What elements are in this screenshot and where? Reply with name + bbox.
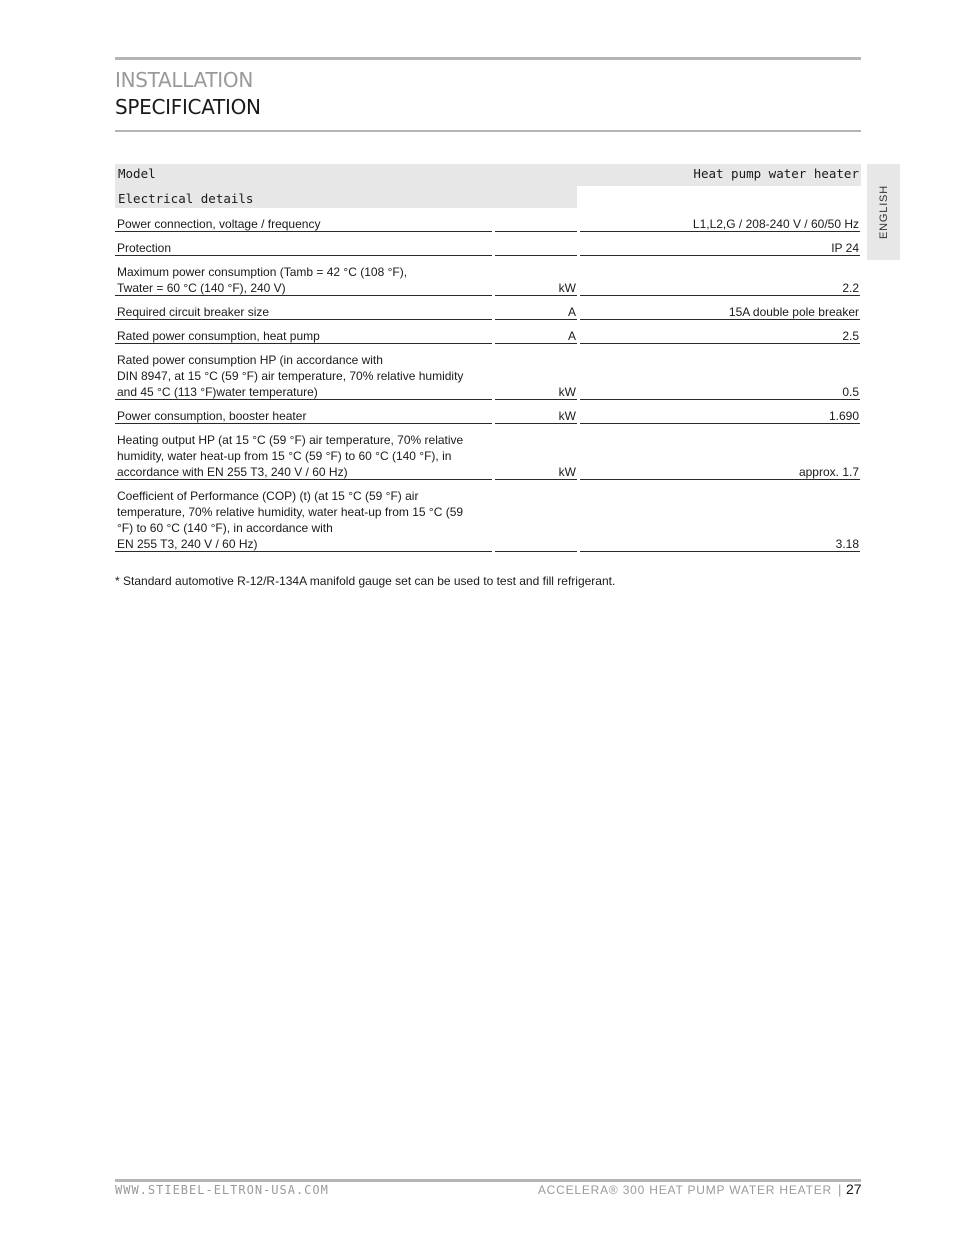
row-rule-label xyxy=(115,295,492,296)
row-value: 2.2 xyxy=(842,281,859,295)
row-label-line: Rated power consumption, heat pump xyxy=(117,329,320,343)
row-label-line: Coefficient of Performance (COP) (t) (at 15 °C (59 °F) air xyxy=(117,489,419,503)
row-rule-value xyxy=(580,551,860,552)
model-value: Heat pump water heater xyxy=(693,166,859,181)
row-rule-label xyxy=(115,479,492,480)
row-rule-value xyxy=(580,231,860,232)
footer-url[interactable]: WWW.STIEBEL-ELTRON-USA.COM xyxy=(115,1183,329,1197)
row-label-line: and 45 °C (113 °F)water temperature) xyxy=(117,385,318,399)
row-label-line: Heating output HP (at 15 °C (59 °F) air temperature, 70% relative xyxy=(117,433,464,447)
footer-separator: | xyxy=(838,1182,842,1197)
row-label-line: temperature, 70% relative humidity, water heat-up from 15 °C (59 xyxy=(117,505,464,519)
row-label-line: EN 255 T3, 240 V / 60 Hz) xyxy=(117,537,258,551)
row-unit: kW xyxy=(558,281,576,295)
row-label-line: Required circuit breaker size xyxy=(117,305,270,319)
row-label-line: Power connection, voltage / frequency xyxy=(117,217,321,231)
row-value: 3.18 xyxy=(835,537,859,551)
row-label-line: DIN 8947, at 15 °C (59 °F) air temperature, 70% relative humidity xyxy=(117,369,464,383)
row-rule-label xyxy=(115,255,492,256)
row-rule-unit xyxy=(495,479,577,480)
row-rule-value xyxy=(580,343,860,344)
row-rule-label xyxy=(115,423,492,424)
page-title: SPECIFICATION xyxy=(115,95,261,119)
row-value: IP 24 xyxy=(831,241,859,255)
row-rule-unit xyxy=(495,343,577,344)
footer-product: ACCELERA® 300 HEAT PUMP WATER HEATER xyxy=(537,1183,832,1197)
row-label-line: Twater = 60 °C (140 °F), 240 V) xyxy=(117,281,286,295)
row-value: 15A double pole breaker xyxy=(728,305,859,319)
row-rule-value xyxy=(580,255,860,256)
row-rule-label xyxy=(115,551,492,552)
footer-rule xyxy=(115,1179,861,1182)
row-label-line: Rated power consumption HP (in accordance with xyxy=(117,353,383,367)
footnote: * Standard automotive R-12/R-134A manifold gauge set can be used to test and fill refrigerant. xyxy=(115,574,616,588)
row-rule-value xyxy=(580,423,860,424)
title-rule xyxy=(115,130,861,132)
row-rule-label xyxy=(115,343,492,344)
row-rule-unit xyxy=(495,295,577,296)
row-label-line: accordance with EN 255 T3, 240 V / 60 Hz) xyxy=(117,465,348,479)
row-rule-unit xyxy=(495,399,577,400)
row-label-line: °F) to 60 °C (140 °F), in accordance with xyxy=(117,521,333,535)
row-rule-unit xyxy=(495,423,577,424)
language-tab[interactable] xyxy=(867,164,900,260)
row-rule-label xyxy=(115,319,492,320)
row-value: 1.690 xyxy=(828,409,859,423)
row-rule-label xyxy=(115,231,492,232)
row-rule-unit xyxy=(495,551,577,552)
row-label-line: Maximum power consumption (Tamb = 42 °C (108 °F), xyxy=(117,265,408,279)
row-value: approx. 1.7 xyxy=(798,465,859,479)
row-rule-label xyxy=(115,399,492,400)
top-rule xyxy=(115,57,861,60)
row-unit: kW xyxy=(558,385,576,399)
row-unit: kW xyxy=(558,409,576,423)
row-label-line: Protection xyxy=(117,241,172,255)
model-label: Model xyxy=(118,166,156,181)
row-value: L1,L2,G / 208-240 V / 60/50 Hz xyxy=(692,217,859,231)
page-number: 27 xyxy=(846,1181,862,1197)
row-rule-unit xyxy=(495,319,577,320)
row-rule-value xyxy=(580,319,860,320)
row-unit: A xyxy=(567,329,576,343)
row-unit: kW xyxy=(558,465,576,479)
row-rule-unit xyxy=(495,231,577,232)
row-value: 2.5 xyxy=(842,329,859,343)
row-rule-value xyxy=(580,479,860,480)
row-rule-value xyxy=(580,295,860,296)
row-rule-value xyxy=(580,399,860,400)
row-value: 0.5 xyxy=(842,385,859,399)
row-label-line: humidity, water heat-up from 15 °C (59 °F) to 60 °C (140 °F), in xyxy=(117,449,452,463)
row-label-line: Power consumption, booster heater xyxy=(117,409,307,423)
section-label: INSTALLATION xyxy=(115,68,253,92)
row-rule-unit xyxy=(495,255,577,256)
group-label: Electrical details xyxy=(118,191,254,206)
row-unit: A xyxy=(567,305,576,319)
language-tab-label: ENGLISH xyxy=(877,185,890,239)
